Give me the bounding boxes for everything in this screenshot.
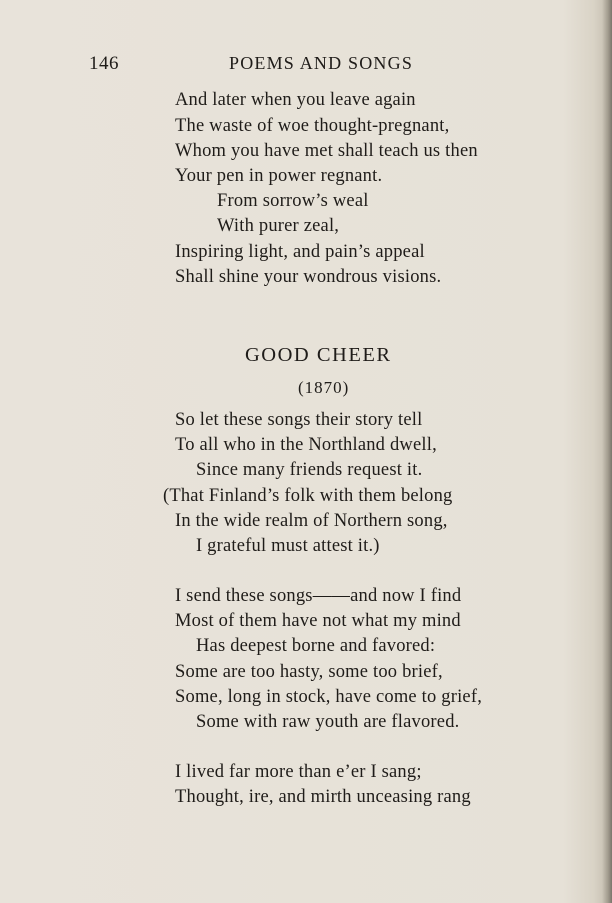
verse-line: The waste of woe thought-pregnant, <box>175 116 450 136</box>
verse-line: I lived far more than e’er I sang; <box>175 762 422 782</box>
verse-line: (That Finland’s folk with them belong <box>163 486 453 506</box>
verse-line: I send these songs——and now I find <box>175 586 462 606</box>
verse-line: Whom you have met shall teach us then <box>175 141 478 161</box>
verse-line: Your pen in power regnant. <box>175 166 383 186</box>
verse-line: Most of them have not what my mind <box>175 611 461 631</box>
verse-line: Since many friends request it. <box>196 460 423 480</box>
page-number: 146 <box>89 53 119 74</box>
page-edge-shadow <box>602 0 612 903</box>
running-title: POEMS AND SONGS <box>229 53 414 73</box>
poem-title: GOOD CHEER <box>245 344 392 366</box>
verse-line: Inspiring light, and pain’s appeal <box>175 242 425 262</box>
verse-line: From sorrow’s weal <box>217 191 369 211</box>
verse-line: Some are too hasty, some too brief, <box>175 662 443 682</box>
verse-line: Some, long in stock, have come to grief, <box>175 687 483 707</box>
verse-line: In the wide realm of Northern song, <box>175 511 448 531</box>
verse-line: Shall shine your wondrous visions. <box>175 267 442 287</box>
verse-line: Some with raw youth are flavored. <box>196 712 460 732</box>
running-head <box>0 53 612 79</box>
verse-line: Has deepest borne and favored: <box>196 636 436 656</box>
verse-line: I grateful must attest it.) <box>196 536 380 556</box>
verse-line: To all who in the Northland dwell, <box>175 435 437 455</box>
verse-line: So let these songs their story tell <box>175 410 423 430</box>
poem-date: (1870) <box>298 378 350 397</box>
verse-line: And later when you leave again <box>175 90 416 110</box>
verse-line: Thought, ire, and mirth unceasing rang <box>175 787 471 807</box>
verse-line: With purer zeal, <box>217 216 340 236</box>
